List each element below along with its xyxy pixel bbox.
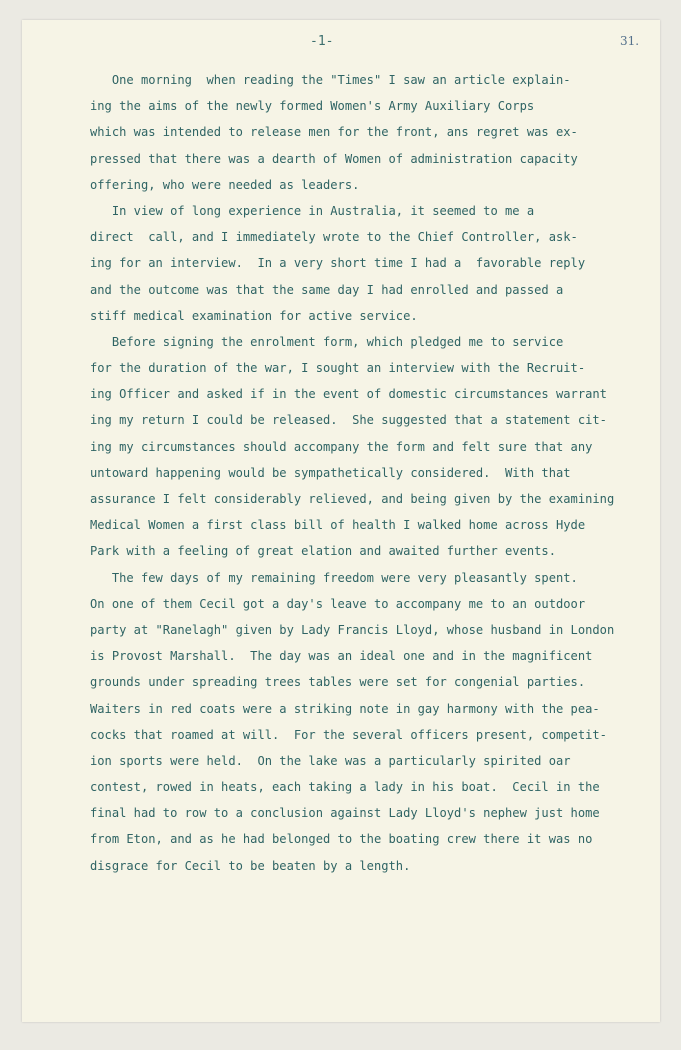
text-line: disgrace for Cecil to be beaten by a length. — [90, 858, 411, 873]
text-line: is Provost Marshall. The day was an ideal one and in the magnificent — [90, 649, 593, 664]
text-line: party at "Ranelagh" given by Lady Francis Lloyd, whose husband in London — [90, 622, 615, 637]
text-line: final had to row to a conclusion against Lady Lloyd's nephew just home — [90, 806, 600, 821]
text-line: ing Officer and asked if in the event of domestic circumstances warrant — [90, 387, 607, 402]
text-line: ing my circumstances should accompany the form and felt sure that any — [90, 439, 593, 454]
text-line: untoward happening would be sympathetically considered. With that — [90, 465, 571, 480]
text-line: One morning when reading the "Times" I saw an article explain- — [90, 73, 571, 87]
text-line: cocks that roamed at will. For the several officers present, competit- — [90, 727, 607, 742]
text-line: which was intended to release men for the front, ans regret was ex- — [90, 125, 578, 140]
text-line: assurance I felt considerably relieved, and being given by the examining — [90, 492, 615, 506]
text-line: grounds under spreading trees tables were set for congenial parties. — [90, 675, 586, 690]
text-line: pressed that there was a dearth of Women of administration capacity — [90, 151, 578, 166]
folio-number: 31. — [620, 34, 640, 48]
page-number: -1- — [310, 34, 334, 49]
text-line: Before signing the enrolment form, which pledged me to service — [90, 334, 564, 349]
text-line: On one of them Cecil got a day's leave to accompany me to an outdoor — [90, 596, 586, 611]
text-line: ing the aims of the newly formed Women's Army Auxiliary Corps — [90, 99, 535, 114]
text-line: Waiters in red coats were a striking note in gay harmony with the pea- — [90, 701, 600, 716]
text-line: In view of long experience in Australia, it seemed to me a — [90, 203, 535, 218]
text-line: offering, who were needed as leaders. — [90, 177, 360, 192]
text-line: from Eton, and as he had belonged to the boating crew there it was no — [90, 832, 593, 847]
text-line: and the outcome was that the same day I had enrolled and passed a — [90, 282, 564, 297]
text-line: for the duration of the war, I sought an interview with the Recruit- — [90, 361, 586, 376]
text-line: contest, rowed in heats, each taking a lady in his boat. Cecil in the — [90, 780, 600, 795]
text-line: direct call, and I immediately wrote to the Chief Controller, ask- — [90, 230, 578, 245]
text-line: ing for an interview. In a very short time I had a favorable reply — [90, 256, 586, 271]
text-line: ion sports were held. On the lake was a particularly spirited oar — [90, 753, 571, 768]
text-line: stiff medical examination for active service. — [90, 308, 418, 323]
text-line: ing my return I could be released. She suggested that a statement cit- — [90, 413, 607, 428]
text-line: Park with a feeling of great elation and awaited further events. — [90, 544, 556, 559]
body-text — [90, 67, 660, 879]
text-line: The few days of my remaining freedom were very pleasantly spent. — [90, 570, 578, 585]
text-line: Medical Women a first class bill of health I walked home across Hyde — [90, 518, 586, 533]
